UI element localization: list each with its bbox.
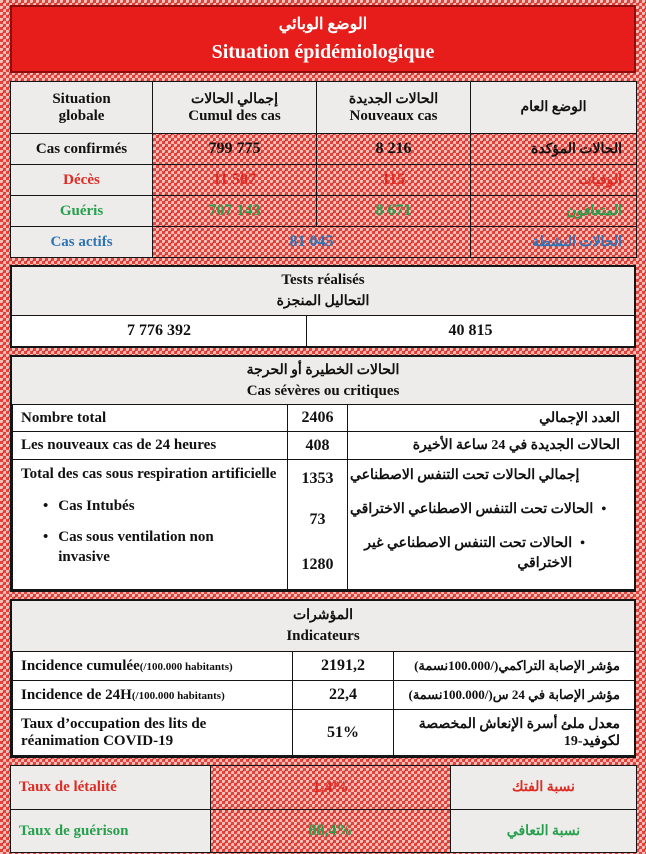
row-deces [11, 165, 637, 196]
indicator-row-incidence-cumulee [13, 652, 635, 681]
incidence-cumulee-unit: (/100.000 habitants) [139, 660, 233, 673]
respiration-ar-b1-label: الحالات تحت التنفس الاصطناعي الاختراقي [350, 502, 594, 517]
indicators-title-fr: Indicateurs [286, 628, 360, 644]
letalite-label: Taux de létalité [11, 766, 211, 810]
global-header-row [11, 82, 637, 134]
incidence-24h-ar: مؤشر الإصابة في 24 س(/100.000نسمة) [394, 681, 635, 710]
header-situation-line1: Situation [52, 90, 111, 107]
header-cumul-ar: إجمالي الحالات [191, 91, 278, 107]
severe-title-ar: الحالات الخطيرة أو الحرجة [246, 362, 400, 378]
severe-table [12, 404, 635, 590]
title-arabic: الوضع الوبائي [278, 16, 368, 33]
rates-table [10, 765, 637, 853]
respiration-ar-b2-label: الحالات تحت التنفس الاصطناعي غير الاختراقي [364, 536, 573, 571]
deces-cumul: 11 587 [153, 165, 317, 196]
title-french: Situation épidémiologique [211, 41, 435, 63]
cas-confirmes-cumul: 799 775 [153, 134, 317, 165]
bullet-icon: • [580, 536, 585, 551]
deces-ar: الوفيات [471, 165, 637, 196]
indicators-title-ar: المؤشرات [292, 608, 353, 623]
gueris-cumul: 707 143 [153, 196, 317, 227]
respiration-fr-b1-label: Cas Intubés [58, 498, 135, 514]
respiration-values-cell [288, 460, 348, 590]
severe-24h-value: 408 [288, 432, 348, 460]
incidence-cumulee-label [13, 652, 293, 681]
respiration-ar-cell [348, 460, 635, 590]
cas-confirmes-nouveaux: 8 216 [317, 134, 471, 165]
tests-cumul: 7 776 392 [12, 316, 307, 346]
respiration-fr-b2-label: Cas sous ventilation non invasive [58, 529, 214, 565]
respiration-ar-bullet1 [350, 500, 620, 520]
tests-header [12, 267, 634, 316]
tests-title-ar: التحاليل المنجزة [276, 294, 370, 309]
severe-row-total [13, 405, 635, 432]
title-banner [10, 5, 636, 73]
incidence-cumulee-value: 2191,2 [293, 652, 394, 681]
respiration-noninvasive-value: 1280 [301, 556, 334, 573]
cas-confirmes-ar: الحالات المؤكدة [471, 134, 637, 165]
header-nouveaux [317, 82, 471, 134]
bullet-icon: • [43, 498, 49, 514]
row-cas-actifs [11, 227, 637, 258]
respiration-total-value: 1353 [301, 470, 334, 487]
indicators-block [10, 599, 636, 758]
header-nouveaux-ar: الحالات الجديدة [348, 91, 439, 107]
tests-block [10, 265, 636, 348]
gueris-nouveaux: 8 671 [317, 196, 471, 227]
header-cumul-fr: Cumul des cas [188, 107, 281, 124]
incidence-24h-unit: (/100.000 habitants) [131, 689, 225, 702]
respiration-ar-main: إجمالي الحالات تحت التنفس الاصطناعي [350, 468, 580, 483]
row-gueris [11, 196, 637, 227]
letalite-ar: نسبة الفتك [451, 766, 637, 810]
respiration-fr-bullet2 [21, 527, 263, 567]
indicators-header [12, 601, 634, 651]
gueris-ar: المتعافون [471, 196, 637, 227]
incidence-cumulee-text: Incidence cumulée [21, 657, 140, 674]
severe-total-value: 2406 [288, 405, 348, 432]
incidence-24h-text: Incidence de 24H [21, 686, 132, 703]
guerison-value: 88,4% [211, 810, 451, 853]
cas-confirmes-label: Cas confirmés [11, 134, 153, 165]
rate-row-guerison [11, 810, 637, 853]
row-cas-confirmes [11, 134, 637, 165]
indicators-table [12, 651, 635, 756]
deces-nouveaux: 115 [317, 165, 471, 196]
respiration-intubes-value: 73 [309, 511, 326, 528]
indicator-row-incidence-24h [13, 681, 635, 710]
severe-24h-label: Les nouveaux cas de 24 heures [13, 432, 288, 460]
header-situation-globale [11, 82, 153, 134]
severe-total-ar: العدد الإجمالي [348, 405, 635, 432]
indicator-row-occupation [13, 710, 635, 756]
tests-title-fr: Tests réalisés [281, 272, 365, 288]
respiration-fr-bullet1 [21, 496, 135, 516]
bullet-icon: • [601, 502, 607, 517]
cas-actifs-value: 81 045 [153, 227, 471, 258]
respiration-ar-bullet2 [350, 534, 599, 574]
header-cumul [153, 82, 317, 134]
severe-block [10, 355, 636, 592]
incidence-24h-value: 22,4 [293, 681, 394, 710]
severe-24h-ar: الحالات الجديدة في 24 ساعة الأخيرة [348, 432, 635, 460]
respiration-fr-main: Total des cas sous respiration artificielle [21, 466, 277, 482]
tests-values-row [12, 316, 634, 346]
guerison-label: Taux de guérison [11, 810, 211, 853]
cas-actifs-label: Cas actifs [11, 227, 153, 258]
gueris-label: Guéris [11, 196, 153, 227]
incidence-24h-label [13, 681, 293, 710]
header-etat-general: الوضع العام [471, 82, 637, 134]
severe-title-fr: Cas sévères ou critiques [246, 382, 400, 399]
global-situation-table [10, 81, 636, 258]
bullet-icon: • [43, 529, 49, 545]
global-table [10, 81, 637, 258]
severe-total-label: Nombre total [13, 405, 288, 432]
header-nouveaux-fr: Nouveaux cas [349, 107, 438, 124]
respiration-fr-cell [13, 460, 288, 590]
occupation-ar: معدل ملئ أسرة الإنعاش المخصصة لكوفيد-19 [394, 710, 635, 756]
rate-row-letalite [11, 766, 637, 810]
header-situation-line2: globale [58, 107, 105, 124]
severe-row-24h [13, 432, 635, 460]
tests-nouveaux: 40 815 [448, 322, 493, 339]
deces-label: Décès [11, 165, 153, 196]
letalite-value: 1,4% [211, 766, 451, 810]
rates-block [10, 765, 636, 853]
cas-actifs-ar: الحالات النشطة [471, 227, 637, 258]
severe-row-respiration [13, 460, 635, 590]
occupation-value: 51% [293, 710, 394, 756]
severe-header [12, 357, 634, 404]
incidence-cumulee-ar: مؤشر الإصابة التراكمي(/100.000نسمة) [394, 652, 635, 681]
occupation-label: Taux d’occupation des lits de réanimation COVID-19 [13, 710, 293, 756]
guerison-ar: نسبة التعافي [451, 810, 637, 853]
